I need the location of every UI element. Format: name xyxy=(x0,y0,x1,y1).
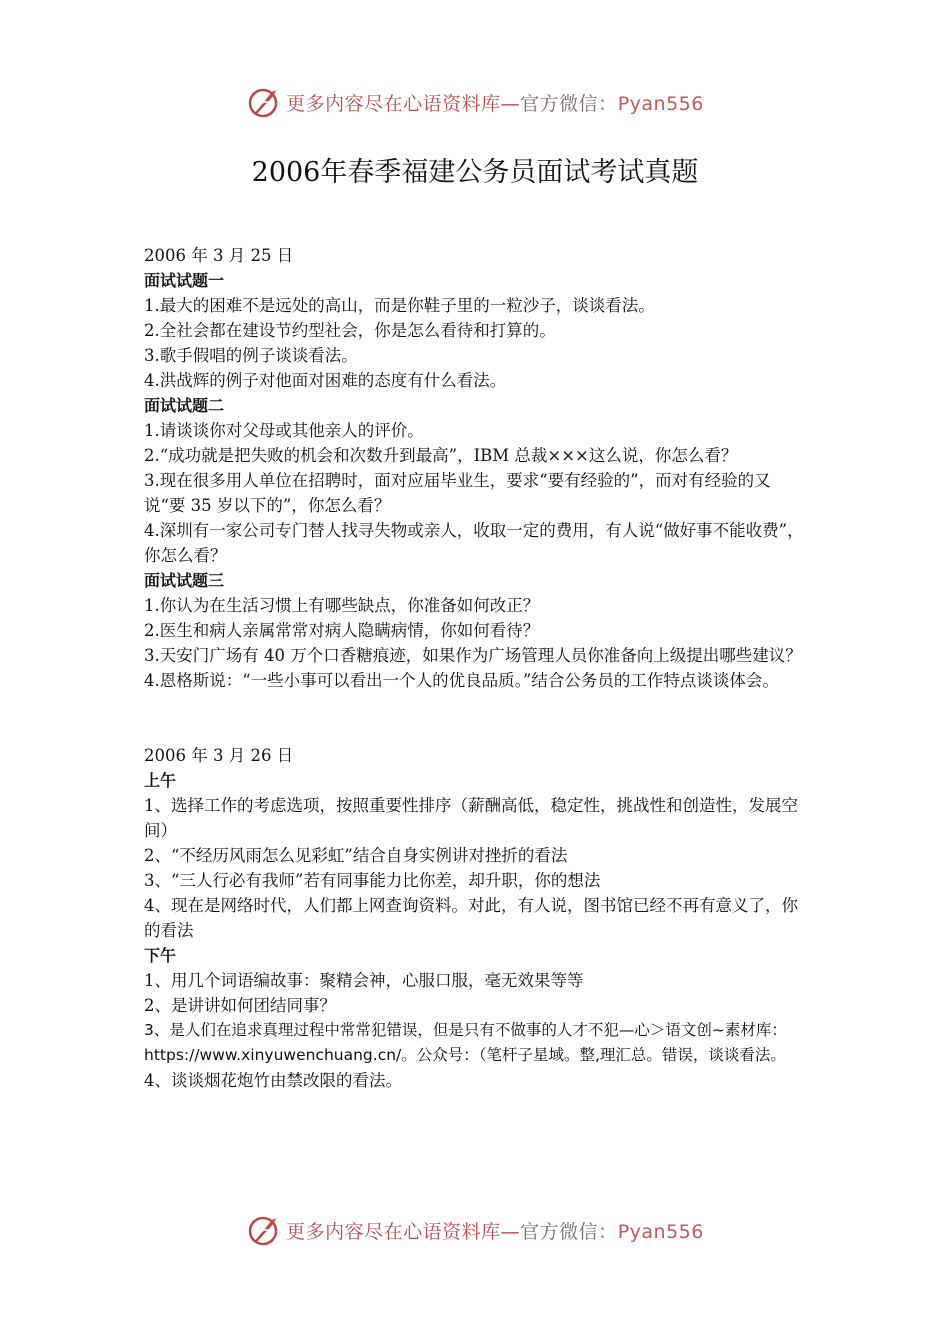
watermark-banner-bottom xyxy=(0,1210,950,1250)
question-item: 3、“三人行必有我师”若有同事能力比你差，却升职，你的想法 xyxy=(144,871,601,890)
question-item: 4、谈谈烟花炮竹由禁改限的看法。 xyxy=(144,1071,402,1090)
section-gap xyxy=(144,693,806,743)
question-item: 3.天安门广场有 40 万个口香糖痕迹，如果作为广场管理人员你准备向上级提出哪些建议？ xyxy=(144,646,802,665)
watermark-account: Pyan556 xyxy=(617,92,704,115)
question-item: 1.你认为在生活习惯上有哪些缺点，你准备如何改正？ xyxy=(144,596,540,615)
watermark-text xyxy=(286,89,704,116)
question-item: 2.医生和病人亲属常常对病人隐瞒病情，你如何看待？ xyxy=(144,621,540,640)
watermark-wx-label: 官方微信： xyxy=(520,1220,618,1243)
quill-pen-circle-icon xyxy=(246,1212,282,1248)
section-heading: 面试试题二 xyxy=(144,396,225,415)
question-item: 1.最大的困难不是远处的高山，而是你鞋子里的一粒沙子，谈谈看法。 xyxy=(144,296,655,315)
question-item: 3、是人们在追求真理过程中常常犯错误，但是只有不做事的人才不犯—心＞语文创~素材库：https://www.xinyuwenchuang.cn/。公众号：（笔杆子星域。整,理汇总。错误，谈谈看法。 xyxy=(144,1021,787,1064)
question-item: 2、是讲讲如何团结同事？ xyxy=(144,996,336,1015)
section-heading: 面试试题三 xyxy=(144,571,225,590)
watermark-main-text: 更多内容尽在心语资料库— xyxy=(286,1220,521,1243)
question-item: 1.请谈谈你对父母或其他亲人的评价。 xyxy=(144,421,424,440)
question-item: 2.“成功就是把失败的机会和次数升到最高”，IBM 总裁×××这么说，你怎么看？ xyxy=(144,446,738,465)
question-item: 1、用几个词语编故事：聚精会神，心服口服，毫无效果等等 xyxy=(144,971,584,990)
question-item: 4.深圳有一家公司专门替人找寻失物或亲人，收取一定的费用，有人说“做好事不能收费”，你怎么看？ xyxy=(144,521,804,565)
question-item: 1、选择工作的考虑选项，按照重要性排序（薪酬高低，稳定性，挑战性和创造性，发展空间） xyxy=(144,796,798,840)
question-item: 4、现在是网络时代，人们都上网查询资料。对此，有人说，图书馆已经不再有意义了，你的看法 xyxy=(144,896,798,940)
afternoon-heading: 下午 xyxy=(144,946,177,965)
quill-pen-circle-icon xyxy=(246,84,282,120)
question-item: 4.洪战辉的例子对他面对困难的态度有什么看法。 xyxy=(144,371,507,390)
question-item: 3.歌手假唱的例子谈谈看法。 xyxy=(144,346,358,365)
document-body xyxy=(144,243,806,1093)
watermark-banner-top xyxy=(0,82,950,122)
watermark-account: Pyan556 xyxy=(617,1220,704,1243)
watermark-main-text: 更多内容尽在心语资料库— xyxy=(286,92,521,115)
morning-heading: 上午 xyxy=(144,771,177,790)
document-title: 2006年春季福建公务员面试考试真题 xyxy=(251,157,699,188)
section-heading: 面试试题一 xyxy=(144,271,225,290)
watermark-text xyxy=(286,1217,704,1244)
watermark-wx-label: 官方微信： xyxy=(520,92,618,115)
question-item: 2.全社会都在建设节约型社会，你是怎么看待和打算的。 xyxy=(144,321,556,340)
day2-date: 2006 年 3 月 26 日 xyxy=(144,746,294,765)
day1-date: 2006 年 3 月 25 日 xyxy=(144,246,294,265)
question-item: 3.现在很多用人单位在招聘时，面对应届毕业生，要求“要有经验的”，而对有经验的又说“要 35 岁以下的”，你怎么看？ xyxy=(144,471,771,515)
question-item: 4.恩格斯说：“一些小事可以看出一个人的优良品质。”结合公务员的工作特点谈谈体会。 xyxy=(144,671,779,690)
question-item: 2、“不经历风雨怎么见彩虹”结合自身实例讲对挫折的看法 xyxy=(144,846,568,865)
